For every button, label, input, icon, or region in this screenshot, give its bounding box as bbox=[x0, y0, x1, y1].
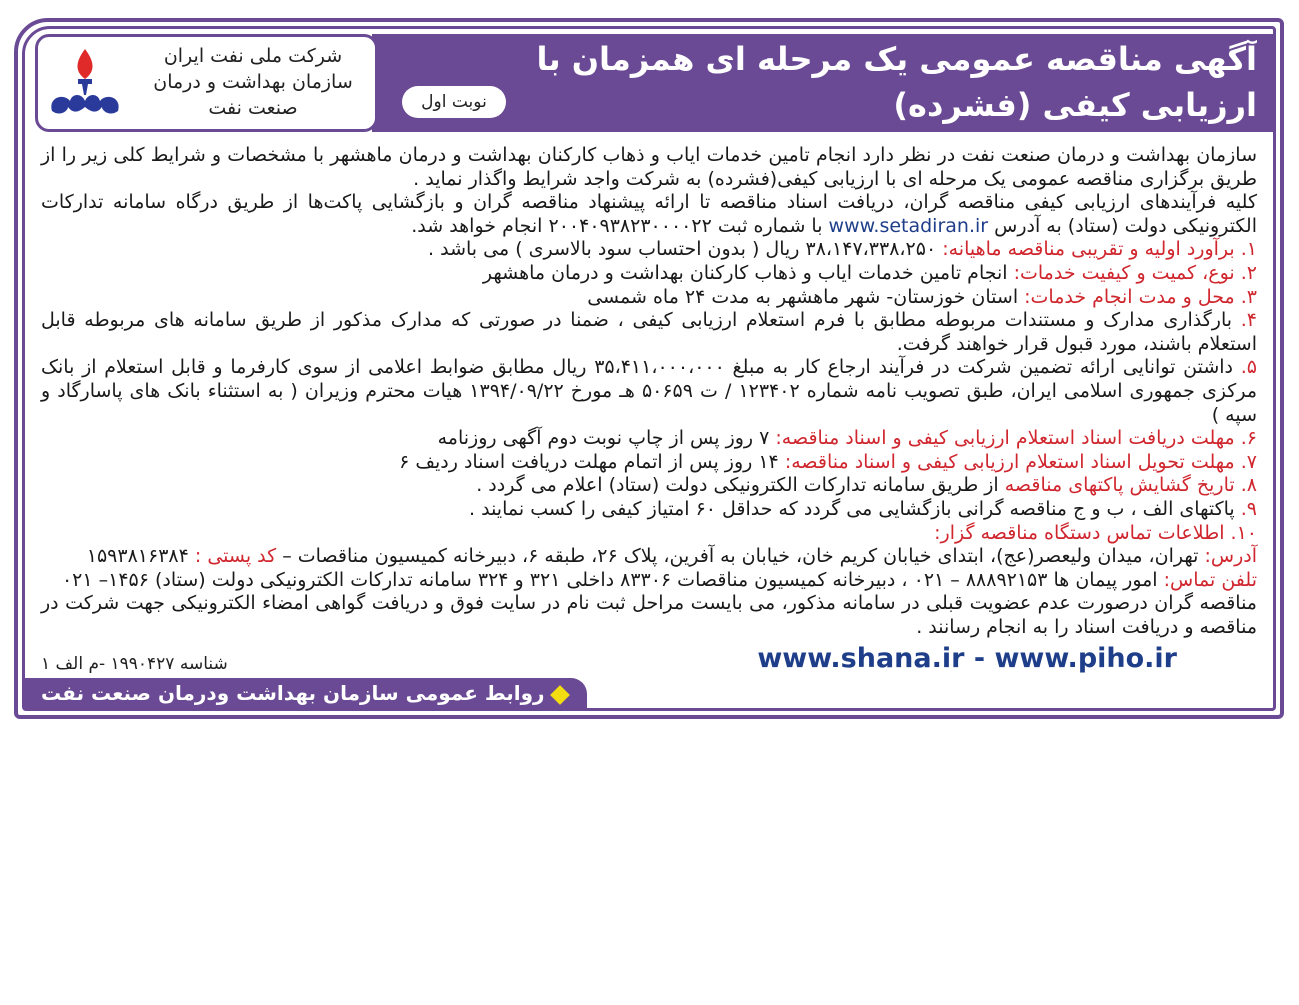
item-text: انجام تامین خدمات ایاب و ذهاب کارکنان بهداشت و درمان ماهشهر bbox=[482, 261, 1014, 284]
item-label: ۱۰. اطلاعات تماس دستگاه مناقصه گزار: bbox=[934, 521, 1257, 544]
website-links[interactable]: www.shana.ir - www.piho.ir bbox=[757, 643, 1177, 675]
ad-title bbox=[522, 36, 1257, 128]
item-3 bbox=[41, 286, 1257, 310]
postal-code: ۱۵۹۳۸۱۶۳۸۴ bbox=[86, 545, 195, 568]
org-name bbox=[133, 43, 373, 121]
title-line-2: ارزیابی کیفی (فشرده) bbox=[893, 86, 1257, 124]
header-band bbox=[372, 34, 1273, 132]
item-text: استان خوزستان- شهر ماهشهر به مدت ۲۴ ماه شمسی bbox=[587, 285, 1025, 308]
inner-border bbox=[22, 26, 1276, 711]
item-9 bbox=[41, 498, 1257, 522]
bottom-row bbox=[41, 643, 1257, 674]
item-2 bbox=[41, 262, 1257, 286]
address-label: آدرس: bbox=[1204, 545, 1257, 568]
process-paragraph bbox=[41, 191, 1257, 238]
item-label: ۵. bbox=[1240, 356, 1257, 379]
item-label: ۹. bbox=[1240, 497, 1257, 520]
publisher-credit bbox=[25, 678, 587, 708]
publisher-text: روابط عمومی سازمان بهداشت ودرمان صنعت نفت bbox=[41, 681, 545, 706]
outer-border bbox=[14, 18, 1284, 719]
intro-paragraph: سازمان بهداشت و درمان صنعت نفت در نظر دارد انجام تامین خدمات ایاب و ذهاب کارکنان بهداشت و درمان ماهشهر با مشخصات و شرایط کلی زیر را از طریق برگزاری مناقصه عمومی یک مرحله ای با ارزیابی کیفی(فشرده) به شرکت واجد شرایط واگذار نماید . bbox=[41, 144, 1257, 190]
address-text: تهران، میدان ولیعصر(عج)، ابتدای خیابان کریم خان، خیابان به آفرین، پلاک ۲۶، طبقه ۶، دبیرخانه کمیسیون مناقصات – bbox=[276, 545, 1205, 568]
phone-text: امور پیمان ها ۸۸۸۹۲۱۵۳ – ۰۲۱ ، دبیرخانه کمیسیون مناقصات ۸۳۳۰۶ داخلی ۳۲۱ و ۳۲۴ سامانه تدارکات الکترونیکی دولت (ستاد) ۱۴۵۶– ۰۲۱ bbox=[61, 568, 1164, 591]
ad-body bbox=[41, 144, 1257, 639]
title-line-1: آگهی مناقصه عمومی یک مرحله ای همزمان با bbox=[536, 40, 1257, 78]
item-text: ۱۴ روز پس از اتمام مهلت دریافت اسناد ردیف ۶ bbox=[399, 450, 785, 473]
setadiran-link[interactable]: www.setadiran.ir bbox=[828, 214, 989, 237]
item-label: ۱. برآورد اولیه و تقریبی مناقصه ماهیانه: bbox=[942, 238, 1257, 261]
item-text: ۳۸،۱۴۷،۳۳۸،۲۵۰ ریال ( بدون احتساب سود بالاسری ) می باشد . bbox=[428, 238, 943, 261]
item-5 bbox=[41, 356, 1257, 427]
address-paragraph bbox=[41, 545, 1257, 569]
ad-id: شناسه ۱۹۹۰۴۲۷ -م الف ۱ bbox=[41, 654, 228, 675]
org-line: سازمان بهداشت و درمان bbox=[153, 71, 353, 93]
item-label: ۲. نوع، کمیت و کیفیت خدمات: bbox=[1013, 261, 1257, 284]
item-4 bbox=[41, 309, 1257, 356]
nioc-logo-icon bbox=[46, 45, 124, 121]
round-badge: نوبت اول bbox=[402, 86, 506, 118]
item-8 bbox=[41, 474, 1257, 498]
item-label: ۷. مهلت تحویل اسناد استعلام ارزیابی کیفی و اسناد مناقصه: bbox=[784, 450, 1257, 473]
bullet-icon bbox=[550, 685, 570, 705]
item-7 bbox=[41, 451, 1257, 475]
item-6 bbox=[41, 427, 1257, 451]
item-text: پاکتهای الف ، ب و ج مناقصه گرانی بازگشایی می گردد که حداقل ۶۰ امتیاز کیفی را کسب نمایند . bbox=[469, 497, 1241, 520]
item-text: داشتن توانایی ارائه تضمین شرکت در فرآیند ارجاع کار به مبلغ ۳۵،۴۱۱،۰۰۰،۰۰۰ ریال مطابق ضوابط اعلامی از سوی کارفرما و قابل استعلام از بانک مرکزی جمهوری اسلامی ایران، طبق تصویب نامه شماره ۱۲۳۴۰۲ / ت ۵۰۶۵۹ هـ مورخ ۱۳۹۴/۰۹/۲۲ هیات محترم وزیران ( به استثناء بانک های پاسارگاد و سپه ) bbox=[41, 356, 1257, 426]
header bbox=[35, 34, 1273, 132]
item-1 bbox=[41, 238, 1257, 262]
process-text: کلیه فرآیندهای ارزیابی کیفی مناقصه گران، دریافت اسناد مناقصه تا ارائه پیشنهاد مناقصه گران و بازگشایی پاکت‌ها از طریق درگاه سامانه تدارکات الکترونیکی دولت (ستاد) به آدرس bbox=[41, 191, 1257, 237]
item-label: ۴. bbox=[1240, 309, 1257, 332]
item-label: ۶. مهلت دریافت اسناد استعلام ارزیابی کیفی و اسناد مناقصه: bbox=[775, 427, 1257, 450]
item-text: از طریق سامانه تدارکات الکترونیکی دولت (ستاد) اعلام می گردد . bbox=[476, 474, 1005, 497]
closing-paragraph: مناقصه گران درصورت عدم عضویت قبلی در سامانه مذکور، می بایست مراحل ثبت نام در سایت فوق و دریافت گواهی امضاء الکترونیکی جهت شرکت در مناقصه و دریافت اسناد را به انجام رسانند . bbox=[41, 592, 1257, 638]
item-text: ۷ روز پس از چاپ نوبت دوم آگهی روزنامه bbox=[437, 427, 776, 450]
registration-text: با شماره ثبت ۲۰۰۴۰۹۳۸۲۳۰۰۰۰۲۲ انجام خواهد شد. bbox=[411, 214, 823, 237]
phone-label: تلفن تماس: bbox=[1163, 568, 1257, 591]
org-line: صنعت نفت bbox=[208, 97, 298, 119]
postal-label: کد پستی : bbox=[194, 545, 277, 568]
item-10 bbox=[41, 522, 1257, 546]
item-text: بارگذاری مدارک و مستندات مربوطه مطابق با فرم استعلام ارزیابی کیفی ، ضمنا در صورتی که مدارک مذکور از طریق سامانه های مربوطه قابل استعلام باشند، مورد قبول قرار خواهند گرفت. bbox=[41, 309, 1257, 355]
item-label: ۸. تاریخ گشایش پاکتهای مناقصه bbox=[1004, 474, 1257, 497]
phone-paragraph bbox=[41, 569, 1257, 593]
item-label: ۳. محل و مدت انجام خدمات: bbox=[1024, 285, 1257, 308]
org-box bbox=[35, 34, 378, 132]
org-line: شرکت ملی نفت ایران bbox=[163, 45, 343, 67]
